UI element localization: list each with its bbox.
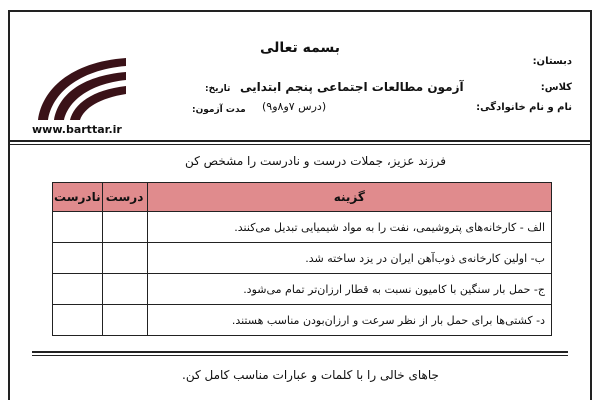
false-answer-cell[interactable]	[53, 212, 103, 243]
exam-title: آزمون مطالعات اجتماعی پنجم ابتدایی	[240, 80, 464, 94]
table-header-row	[53, 183, 552, 212]
header-false: نادرست	[53, 183, 103, 212]
statement-text: ب- اولین کارخانه‌ی ذوب‌آهن ایران در یزد ساخته شد.	[147, 243, 551, 274]
true-answer-cell[interactable]	[102, 305, 147, 336]
table-row	[53, 212, 552, 243]
true-answer-cell[interactable]	[102, 243, 147, 274]
section1-instruction: فرزند عزیز، جملات درست و نادرست را مشخص کن	[185, 154, 447, 168]
true-answer-cell[interactable]	[102, 212, 147, 243]
table-row	[53, 305, 552, 336]
class-label: کلاس:	[540, 82, 572, 93]
statement-text: د- کشتی‌ها برای حمل بار از نظر سرعت و ارزان‌بودن مناسب هستند.	[147, 305, 551, 336]
table-row	[53, 274, 552, 305]
date-label: تاریخ:	[205, 84, 231, 94]
duration-label: مدت آزمون:	[192, 105, 246, 115]
false-answer-cell[interactable]	[53, 305, 103, 336]
frame-top-border	[8, 10, 592, 12]
section2-instruction: جاهای خالی را با کلمات و عبارات مناسب کامل کن.	[182, 368, 439, 382]
school-label: دبستان:	[532, 56, 572, 67]
header-true: درست	[102, 183, 147, 212]
statement-text: ج- حمل بار سنگین با کامیون نسبت به قطار ارزان‌تر تمام می‌شود.	[147, 274, 551, 305]
frame-right-border	[590, 10, 592, 400]
false-answer-cell[interactable]	[53, 274, 103, 305]
barttar-logo-icon	[30, 50, 130, 122]
exam-lessons: (درس ۷و۸و۹)	[262, 100, 327, 113]
section-divider-thin	[32, 355, 568, 356]
header-option: گزینه	[147, 183, 551, 212]
header-divider	[8, 140, 592, 142]
header-divider-thin	[8, 144, 592, 145]
true-false-table	[52, 182, 552, 336]
table-row	[53, 243, 552, 274]
student-name-label: نام و نام خانوادگی:	[476, 102, 572, 113]
statement-text: الف - کارخانه‌های پتروشیمی، نفت را به مواد شیمیایی تبدیل می‌کنند.	[147, 212, 551, 243]
section-divider	[32, 351, 568, 353]
false-answer-cell[interactable]	[53, 243, 103, 274]
frame-left-border	[8, 10, 10, 400]
page-title: بسمه تعالی	[259, 40, 341, 56]
website-link[interactable]: www.barttar.ir	[32, 123, 122, 136]
true-answer-cell[interactable]	[102, 274, 147, 305]
